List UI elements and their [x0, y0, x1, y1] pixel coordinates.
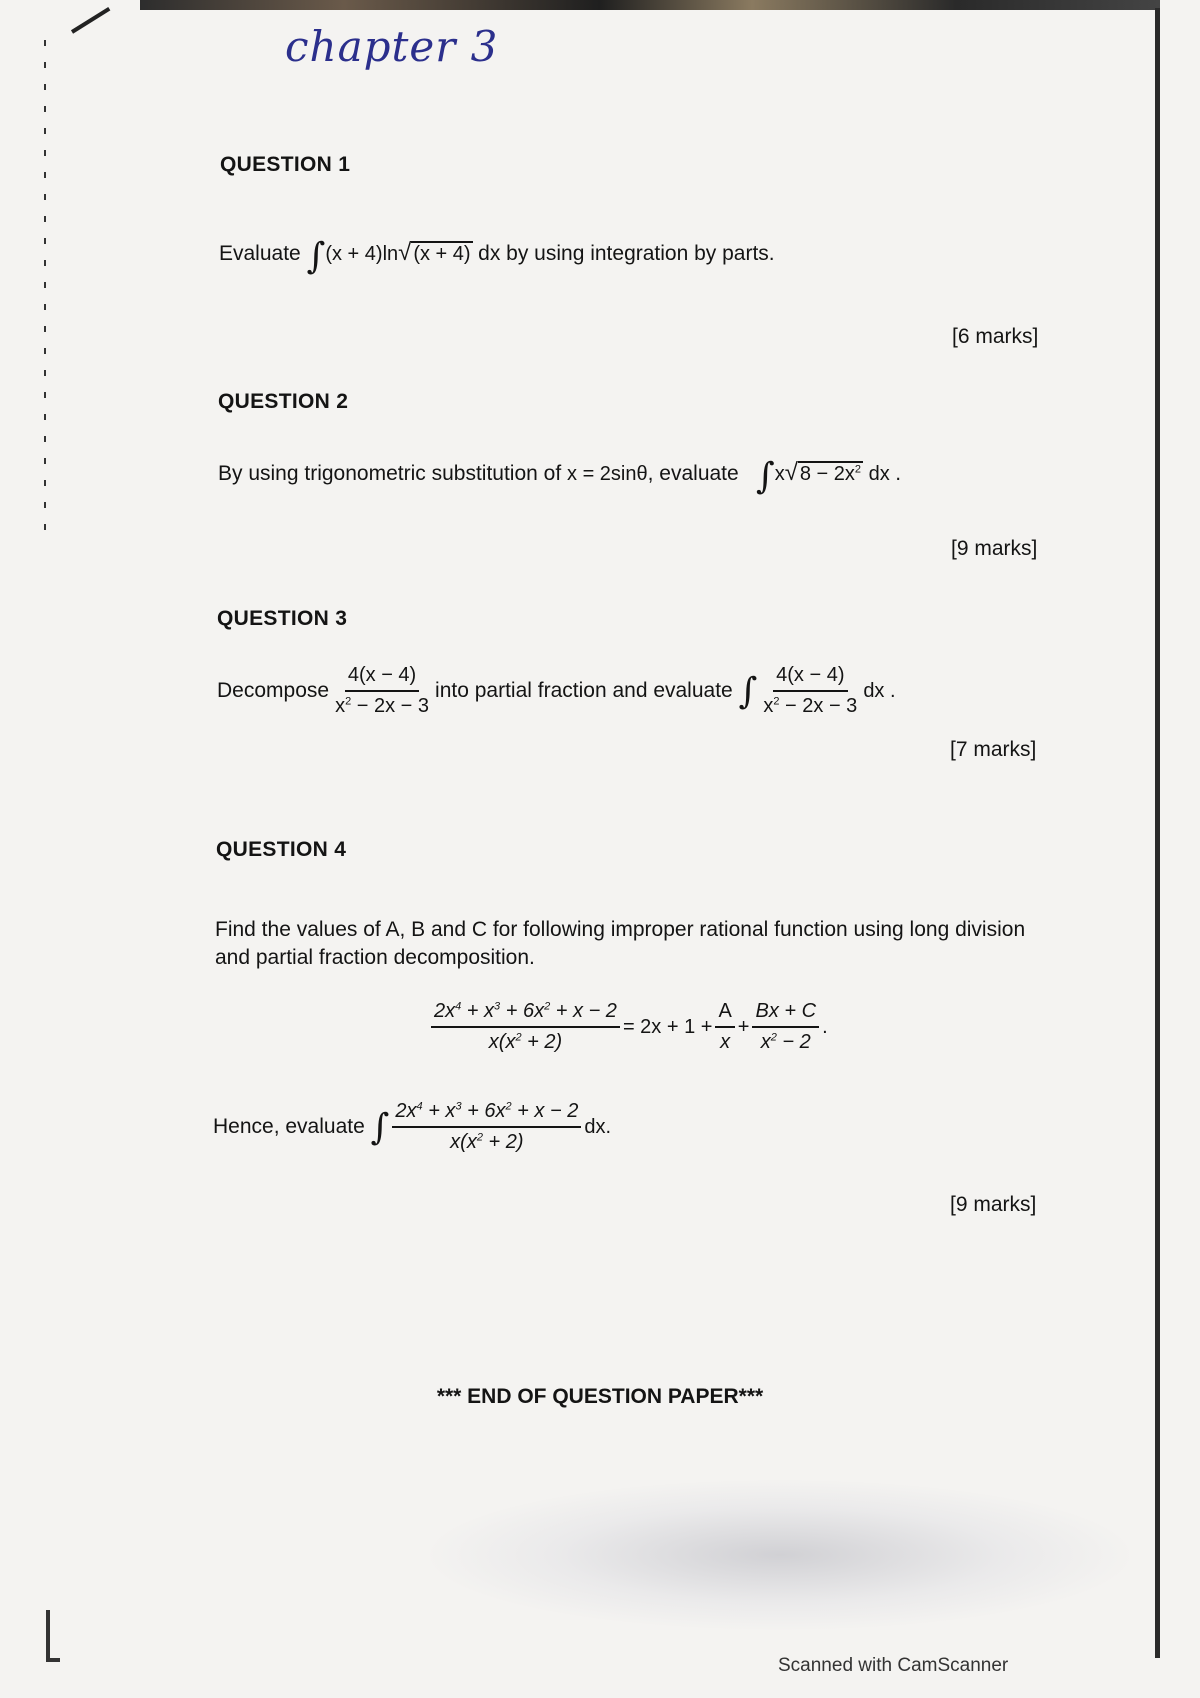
q1-text-after: dx by using integration by parts.: [478, 242, 775, 265]
q4-identity: $\frac{2x^4 + x^3 + 6x^2 + x - 2}{x(x^2 + 2)}$ = 2x + 1 + $\frac{A}{x}$ + $\frac{Bx + C}{x^2 - 2}$ .: [428, 1000, 828, 1054]
q4-hence-text: Hence, evaluate: [213, 1115, 365, 1138]
question-3-marks: [7 marks]: [950, 738, 1037, 761]
q3-text-middle: into partial fraction and evaluate: [435, 679, 733, 702]
q1-expression: ∫(x + 4)ln√ (x + 4): [306, 236, 471, 277]
q1-text-before: Evaluate: [219, 242, 301, 265]
question-4-heading: QUESTION 4: [216, 838, 347, 861]
end-of-paper: *** END OF QUESTION PAPER***: [436, 1385, 764, 1408]
q3-fraction-numerator: 4(x − 4): [345, 664, 419, 692]
q3-text-before: Decompose: [217, 679, 330, 702]
question-4-line1: Find the values of A, B and C for following improper rational function using long division: [215, 918, 1026, 941]
q2-expression: ∫x√ $8 - 2x^2$ dx: [755, 456, 896, 497]
q2-text-middle: , evaluate: [647, 462, 739, 485]
question-1-prompt: [219, 236, 775, 277]
question-1-marks: [6 marks]: [952, 325, 1039, 348]
question-3-heading: QUESTION 3: [217, 607, 348, 630]
q4-hence: [213, 1100, 611, 1154]
question-2-heading: QUESTION 2: [218, 390, 349, 413]
corner-bracket-foot: [46, 1658, 60, 1662]
corner-bracket-icon: [46, 1610, 50, 1662]
check-mark-icon: [71, 7, 110, 34]
scan-right-edge: [1155, 8, 1160, 1658]
q3-fraction: $\frac{4(x - 4)}{x^2 - 2x - 3}$: [335, 664, 430, 717]
q2-text-before: By using trigonometric substitution of: [218, 462, 562, 485]
question-2-prompt: By using trigonometric substitution of x = 2sinθ, evaluate ∫x√ $8 - 2x^2$ dx .: [218, 456, 902, 497]
question-2-marks: [9 marks]: [951, 537, 1038, 560]
scan-top-edge: [140, 0, 1160, 10]
question-3-prompt: [217, 664, 896, 718]
handwritten-title: chapter 3: [285, 22, 499, 71]
q4-integral: ∫ $\frac{2x^4 + x^3 + 6x^2 + x - 2}{x(x^2 + 2)}$ dx.: [370, 1100, 612, 1153]
camscanner-watermark: Scanned with CamScanner: [778, 1655, 1009, 1676]
question-1-heading: QUESTION 1: [220, 153, 351, 176]
q2-substitution: x = 2sinθ: [567, 463, 648, 485]
question-4-line2: and partial fraction decomposition.: [215, 946, 535, 969]
question-4-marks: [9 marks]: [950, 1193, 1037, 1216]
scan-smudge: [430, 1480, 1130, 1630]
q3-integral: ∫ $\frac{4(x - 4)}{x^2 - 2x - 3}$ dx .: [738, 664, 896, 717]
scan-left-dashes: [44, 40, 46, 540]
